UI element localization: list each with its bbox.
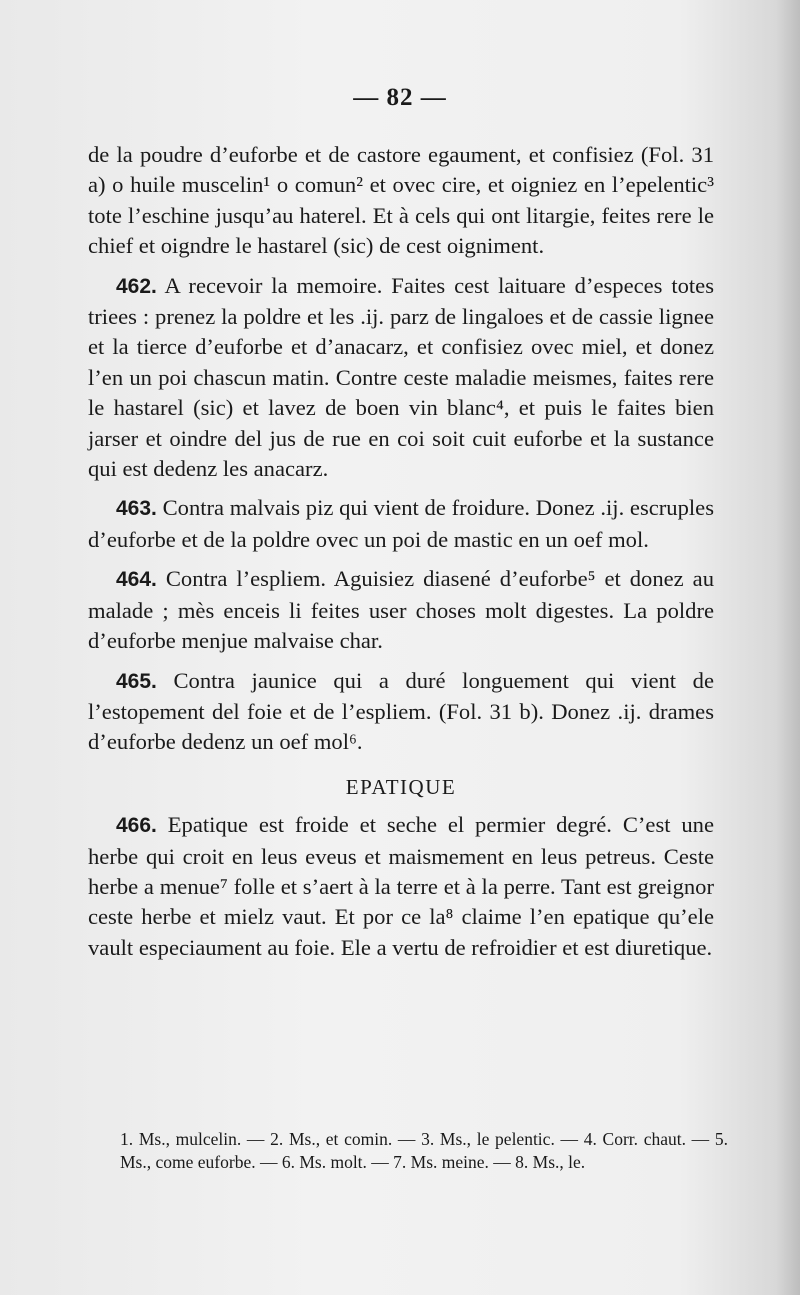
paragraph-number: 462.	[116, 274, 157, 298]
paragraph-text: Contra l’espliem. Aguisiez diasené d’euforbe⁵ et donez au malade ; mès enceis li feites user choses molt digestes. La poldre d’euforbe menjue malvaise char.	[88, 566, 714, 654]
paragraph-text: Contra jaunice qui a duré longuement qui vient de l’estopement del foie et de l’espliem. (Fol. 31 b). Donez .ij. drames d’euforbe dedenz un oef mol⁶.	[88, 667, 714, 755]
paragraph-number: 466.	[116, 814, 157, 838]
body-text	[88, 140, 714, 963]
page-number: — 82 —	[353, 84, 447, 111]
paragraph-465	[88, 666, 714, 758]
paragraph-text: Epatique est froide et seche el permier degré. C’est une herbe qui croit en leus eveus et maismement en leus petreus. Ceste herbe a menue⁷ folle et s’aert à la terre et à la perre. Tant est greignor ceste herbe et mielz vaut. Et por ce la⁸ claime l’en epatique qu’ele vault especiaument au foie. Ele a vertu de refroidier et est diuretique.	[88, 812, 714, 960]
paragraph-466	[88, 810, 714, 963]
paragraph-462	[88, 271, 714, 485]
paragraph-text: A recevoir la memoire. Faites cest laituare d’especes totes triees : prenez la poldre et les .ij. parz de lingaloes et de cassie lignee et la tierce d’euforbe et d’anacarz, et confisiez ovec miel, et donez l’en un poi chascun matin. Contre ceste maladie meismes, faites rere le hastarel (sic) et lavez de boen vin blanc⁴, et puis le faites bien jarser et oindre del jus de rue en coi soit cuit euforbe et la sustance qui est dedenz les anacarz.	[88, 272, 715, 482]
footnotes	[92, 1128, 728, 1174]
section-heading: EPATIQUE	[345, 774, 457, 799]
paragraph-text: Contra malvais piz qui vient de froidure. Donez .ij. escruples d’euforbe et de la poldre ovec un poi de mastic en un oef mol.	[88, 495, 714, 552]
paragraph-463	[88, 493, 714, 555]
footnotes-text: 1. Ms., mulcelin. — 2. Ms., et comin. — 3. Ms., le pelentic. — 4. Corr. chaut. — 5. Ms., come euforbe. — 6. Ms. molt. — 7. Ms. meine. — 8. Ms., le.	[120, 1129, 728, 1172]
continued-paragraph	[88, 140, 714, 262]
paragraph-number: 463.	[116, 497, 157, 521]
paragraph-number: 464.	[116, 568, 157, 592]
paragraph-text: de la poudre d’euforbe et de castore egaument, et confisiez (Fol. 31 a) o huile muscelin¹ o comun² et ovec cire, et oigniez en l’epelentic³ tote l’eschine jusqu’au haterel. Et à cels qui ont litargie, feites rere le chief et oigndre le hastarel (sic) de cest oigniment.	[88, 142, 714, 259]
paragraph-number: 465.	[116, 669, 157, 693]
paragraph-464	[88, 564, 714, 656]
